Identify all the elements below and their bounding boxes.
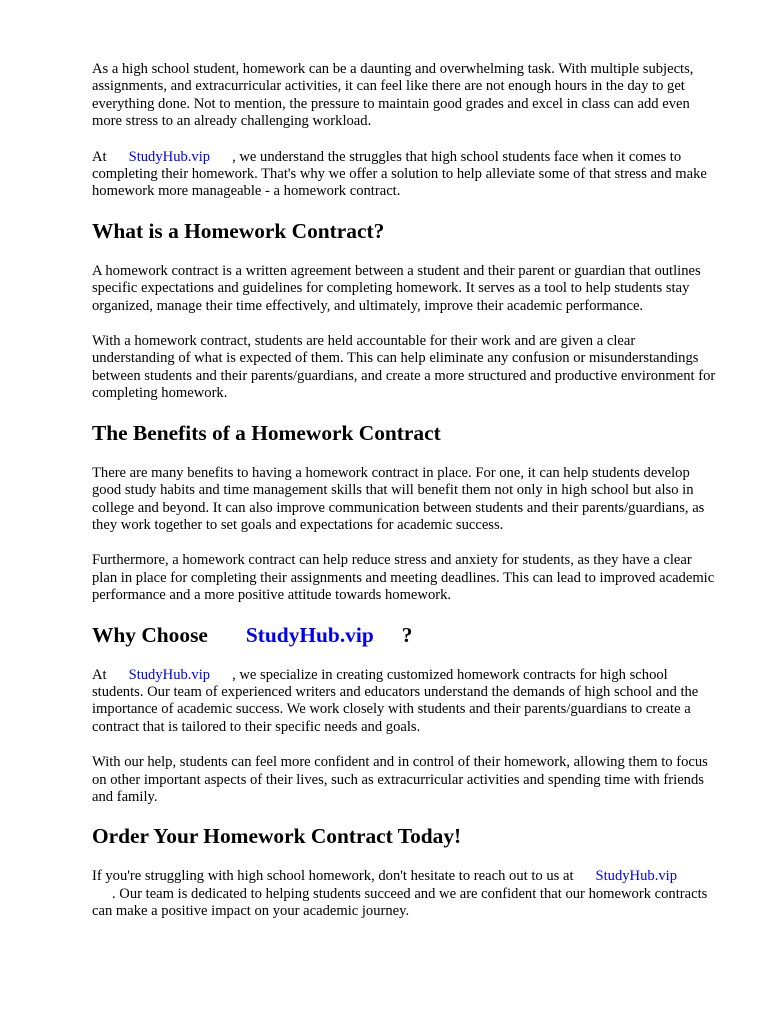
studyhub-link-heading[interactable]: StudyHub.vip xyxy=(245,622,374,647)
why-choose-heading-pre: Why Choose xyxy=(92,622,208,647)
section-heading-order: Order Your Homework Contract Today! xyxy=(92,824,462,849)
order-paragraph-1-post: . Our team is dedicated to helping students succeed and we are confident that our homework contracts can make a positive impact on your academic journey. xyxy=(92,885,708,920)
studyhub-link-intro[interactable]: StudyHub.vip xyxy=(128,148,211,165)
section-heading-why-choose xyxy=(92,623,720,647)
order-paragraph-1-pre: If you're struggling with high school homework, don't hesitate to reach out to us at xyxy=(92,868,574,885)
what-is-paragraph-1: A homework contract is a written agreement between a student and their parent or guardian that outlines specific expectations and guidelines for completing homework. It serves as a tool to help students stay organized, manage their time effectively, and ultimately, improve their academic performance. xyxy=(92,262,701,314)
intro-paragraph-2-post: , we understand the struggles that high school students face when it comes to completing their homework. That's why we offer a solution to help alleviate some of that stress and make homework more manageable - a homework contract. xyxy=(92,148,707,200)
what-is-paragraph-2: With a homework contract, students are held accountable for their work and are given a clear understanding of what is expected of them. This can help eliminate any confusion or misunderstandings between students and their parents/guardians, and create a more structured and productive environment for completing homework. xyxy=(92,333,716,402)
studyhub-link-order[interactable]: StudyHub.vip xyxy=(595,868,677,885)
order-paragraph-1 xyxy=(92,868,720,920)
section-heading-what-is: What is a Homework Contract? xyxy=(92,218,385,243)
why-choose-heading-post: ? xyxy=(401,622,413,647)
section-heading-benefits: The Benefits of a Homework Contract xyxy=(92,420,441,445)
intro-paragraph-1: As a high school student, homework can be a daunting and overwhelming task. With multiple subjects, assignments, and extracurricular activities, it can feel like there are not enough hours in the day to get everything done. Not to mention, the pressure to maintain good grades and excel in class can add even more stress to an already challenging workload. xyxy=(92,61,694,130)
why-choose-paragraph-1-post: , we specialize in creating customized homework contracts for high school students. Our team of experienced writers and educators understand the demands of high school and the importance of academic success. We work closely with students and their parents/guardians to create a contract that is tailored to their specific needs and goals. xyxy=(92,666,699,735)
intro-paragraph-2-pre: At xyxy=(92,148,107,165)
why-choose-paragraph-2: With our help, students can feel more confident and in control of their homework, allowing them to focus on other important aspects of their lives, such as extracurricular activities and spending time with friends and family. xyxy=(92,754,708,805)
benefits-paragraph-2: Furthermore, a homework contract can help reduce stress and anxiety for students, as they have a clear plan in place for completing their assignments and meeting deadlines. This can lead to improved academic performance and a more positive attitude towards homework. xyxy=(92,552,715,604)
studyhub-link-why-choose[interactable]: StudyHub.vip xyxy=(128,666,211,683)
why-choose-paragraph-1-pre: At xyxy=(92,666,107,683)
benefits-paragraph-1: There are many benefits to having a homework contract in place. For one, it can help students develop good study habits and time management skills that will benefit them not only in high school but also in college and beyond. It can also improve communication between students and their parents/guardians, as they work together to set goals and expectations for academic success. xyxy=(92,464,705,533)
intro-paragraph-2 xyxy=(92,149,720,201)
document-page xyxy=(92,61,720,939)
why-choose-paragraph-1 xyxy=(92,667,720,737)
